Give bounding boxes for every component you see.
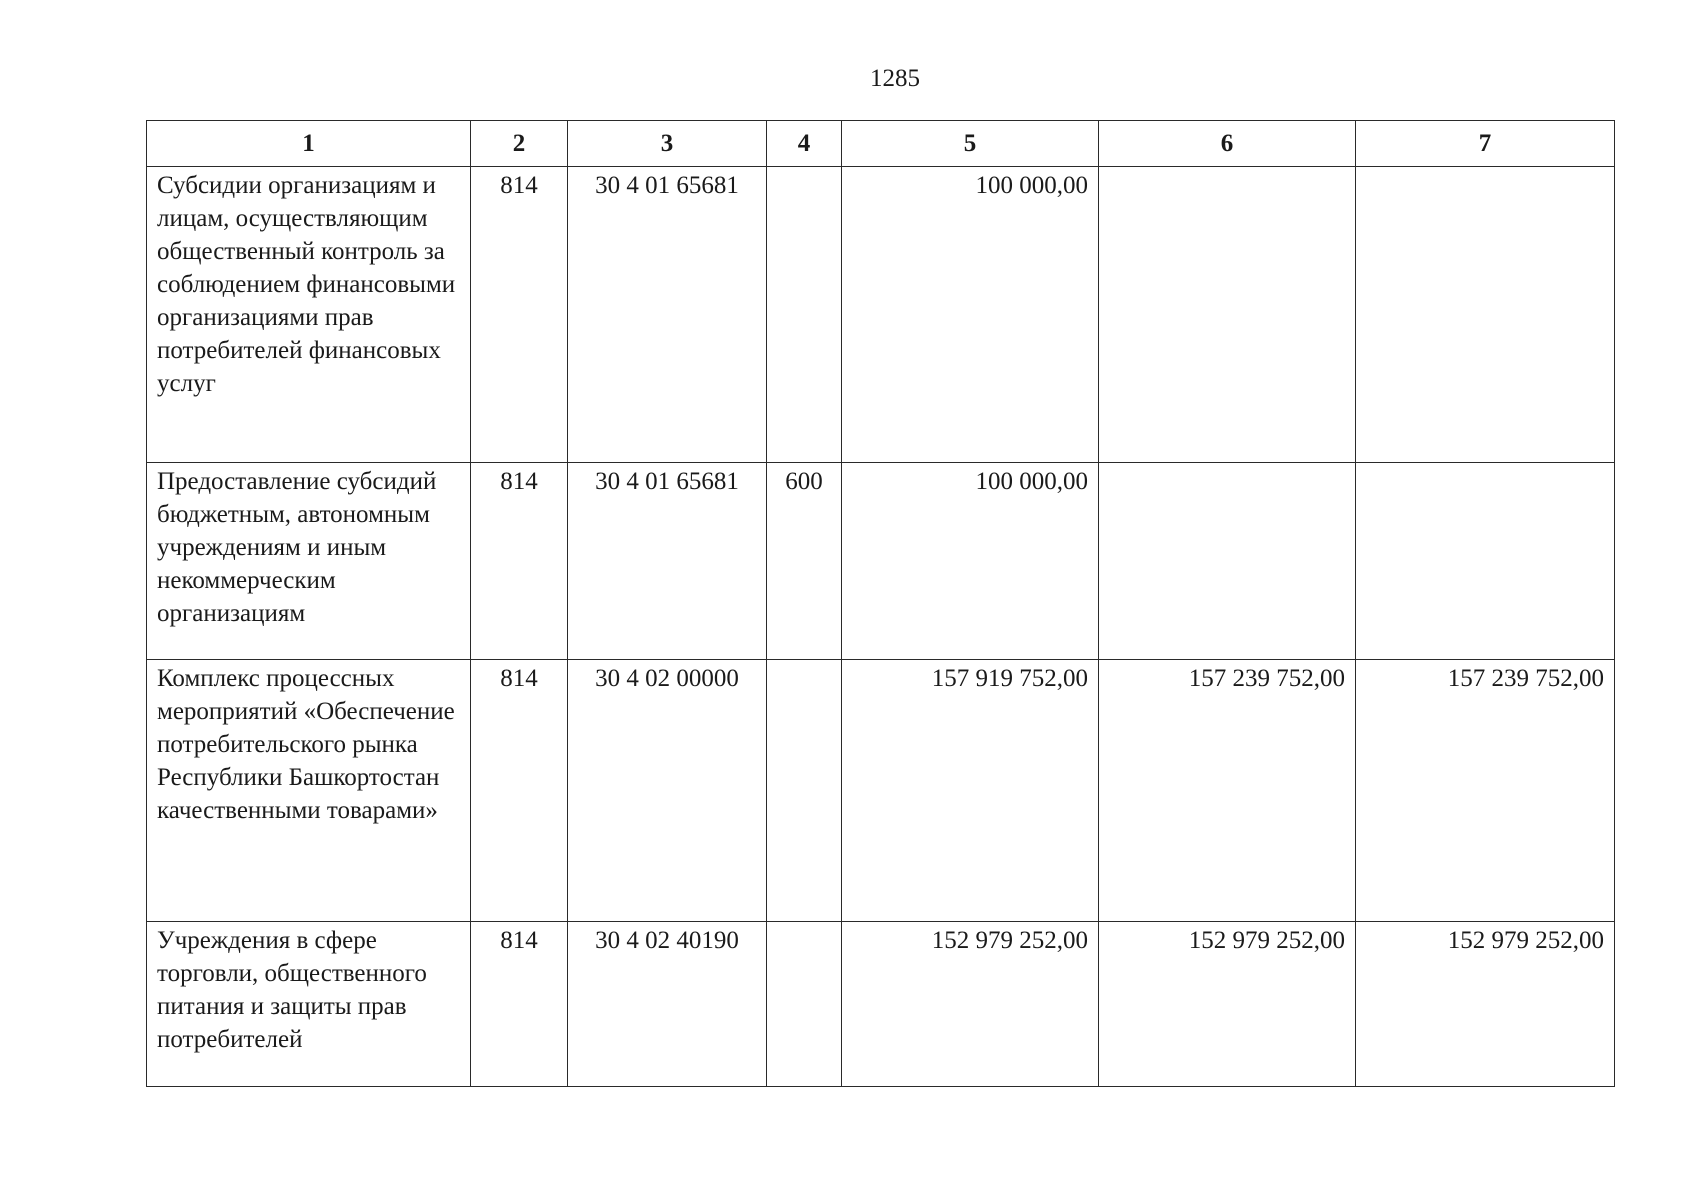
- page-number: 1285: [870, 65, 920, 92]
- row-vr: [767, 660, 842, 922]
- row-sum-2: [1099, 167, 1356, 463]
- row-sum-2: 157 239 752,00: [1099, 660, 1356, 922]
- row-vr: 600: [767, 463, 842, 660]
- header-col-4: 4: [767, 121, 842, 167]
- row-ved: 814: [471, 463, 568, 660]
- row-ved: 814: [471, 660, 568, 922]
- row-csr: 30 4 02 40190: [568, 922, 767, 1087]
- header-col-7: 7: [1356, 121, 1615, 167]
- row-sum-1: 100 000,00: [842, 167, 1099, 463]
- row-csr: 30 4 01 65681: [568, 167, 767, 463]
- row-sum-3: 152 979 252,00: [1356, 922, 1615, 1087]
- row-name: Предоставление субсидий бюджетным, автономным учреждениям и иным некоммерческим организациям: [147, 463, 471, 660]
- row-name: Комплекс процессных мероприятий «Обеспечение потребительского рынка Республики Башкортостан качественными товарами»: [147, 660, 471, 922]
- row-csr: 30 4 01 65681: [568, 463, 767, 660]
- row-sum-2: 152 979 252,00: [1099, 922, 1356, 1087]
- row-ved: 814: [471, 922, 568, 1087]
- row-csr: 30 4 02 00000: [568, 660, 767, 922]
- header-col-3: 3: [568, 121, 767, 167]
- table-row: [147, 922, 1615, 1087]
- row-sum-3: [1356, 463, 1615, 660]
- row-ved: 814: [471, 167, 568, 463]
- row-sum-1: 152 979 252,00: [842, 922, 1099, 1087]
- header-col-5: 5: [842, 121, 1099, 167]
- header-col-6: 6: [1099, 121, 1356, 167]
- row-vr: [767, 922, 842, 1087]
- header-col-2: 2: [471, 121, 568, 167]
- row-sum-1: 157 919 752,00: [842, 660, 1099, 922]
- row-sum-3: 157 239 752,00: [1356, 660, 1615, 922]
- row-name: Учреждения в сфере торговли, общественного питания и защиты прав потребителей: [147, 922, 471, 1087]
- row-sum-2: [1099, 463, 1356, 660]
- row-sum-1: 100 000,00: [842, 463, 1099, 660]
- table-row: [147, 463, 1615, 660]
- row-name: Субсидии организациям и лицам, осуществляющим общественный контроль за соблюдением финансовыми организациями прав потребителей финансовых услуг: [147, 167, 471, 463]
- table-header-row: [147, 121, 1615, 167]
- table-row: [147, 167, 1615, 463]
- budget-table: [146, 120, 1615, 1087]
- row-sum-3: [1356, 167, 1615, 463]
- row-vr: [767, 167, 842, 463]
- header-col-1: 1: [147, 121, 471, 167]
- table-row: [147, 660, 1615, 922]
